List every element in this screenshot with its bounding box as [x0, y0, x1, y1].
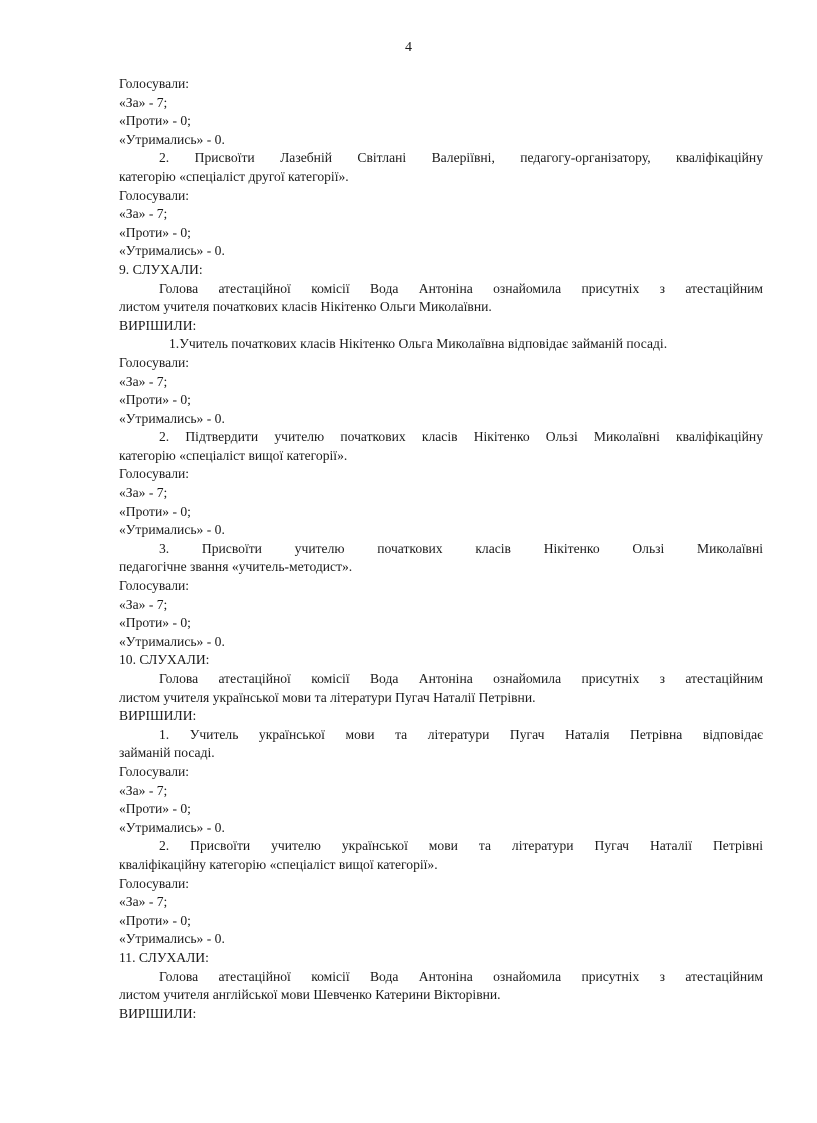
text-line: категорію «спеціаліст вищої категорії». [119, 447, 348, 463]
text-line: «За» - 7; [119, 596, 168, 612]
text-line: «Проти» - 0; [119, 912, 191, 928]
text-line: 2. Присвоїти учителю української мови та літератури Пугач Наталії Петрівні [159, 838, 763, 854]
text-line: «Проти» - 0; [119, 224, 191, 240]
text-line: «За» - 7; [119, 782, 168, 798]
text-line: 11. СЛУХАЛИ: [119, 949, 209, 965]
text-line: «Утримались» - 0. [119, 410, 225, 426]
text-line: Голосували: [119, 578, 190, 594]
text-line: «Проти» - 0; [119, 801, 191, 817]
text-line: листом учителя української мови та літератури Пугач Наталії Петрівни. [119, 689, 536, 705]
text-line: «Утримались» - 0. [119, 131, 225, 147]
document-body [119, 75, 763, 1023]
text-line: Голосували: [119, 187, 190, 203]
text-line: «Проти» - 0; [119, 392, 191, 408]
text-line: Голосували: [119, 763, 190, 779]
text-line: «Проти» - 0; [119, 615, 191, 631]
text-line: займаній посаді. [119, 745, 215, 761]
text-line: 2. Підтвердити учителю початкових класів Нікітенко Ользі Миколаївні кваліфікаційну [159, 429, 763, 445]
text-line: «Утримались» - 0. [119, 243, 225, 259]
text-line: ВИРІШИЛИ: [119, 1005, 197, 1021]
text-line: категорію «спеціаліст другої категорії». [119, 168, 349, 184]
text-line: Голова атестаційної комісії Вода Антоніна ознайомила присутніх з атестаційним [159, 280, 763, 296]
text-line: 1.Учитель початкових класів Нікітенко Ольга Миколаївна відповідає займаній посаді. [169, 336, 668, 352]
text-line: «За» - 7; [119, 894, 168, 910]
text-line: «Проти» - 0; [119, 503, 191, 519]
text-line: 9. СЛУХАЛИ: [119, 261, 203, 277]
text-line: Голова атестаційної комісії Вода Антоніна ознайомила присутніх з атестаційним [159, 968, 763, 984]
page-number: 4 [405, 40, 412, 55]
text-line: 1. Учитель української мови та літератури Пугач Наталія Петрівна відповідає [159, 726, 763, 742]
text-line: 3. Присвоїти учителю початкових класів Нікітенко Ользі Миколаївні [159, 540, 763, 556]
text-line: 10. СЛУХАЛИ: [119, 652, 210, 668]
text-line: Голосували: [119, 466, 190, 482]
text-line: Голосували: [119, 354, 190, 370]
text-line: листом учителя початкових класів Нікітенко Ольги Миколаївни. [119, 299, 492, 315]
text-line: кваліфікаційну категорію «спеціаліст вищої категорії». [119, 856, 438, 872]
text-line: листом учителя англійської мови Шевченко Катерини Вікторівни. [119, 987, 501, 1003]
text-line: Голосували: [119, 76, 190, 91]
text-line: «За» - 7; [119, 485, 168, 501]
text-line: 2. Присвоїти Лазебній Світлані Валеріївні, педагогу-організатору, кваліфікаційну [159, 150, 763, 166]
text-line: «За» - 7; [119, 94, 168, 110]
text-line: ВИРІШИЛИ: [119, 317, 197, 333]
text-line: Голосували: [119, 875, 190, 891]
text-line: «Проти» - 0; [119, 113, 191, 129]
text-line: ВИРІШИЛИ: [119, 708, 197, 724]
text-line: «Утримались» - 0. [119, 522, 225, 538]
text-line: «За» - 7; [119, 206, 168, 222]
text-line: «За» - 7; [119, 373, 168, 389]
text-line: педагогічне звання «учитель-методист». [119, 559, 353, 575]
text-line: «Утримались» - 0. [119, 931, 225, 947]
text-line: «Утримались» - 0. [119, 633, 225, 649]
text-line: «Утримались» - 0. [119, 819, 225, 835]
text-line: Голова атестаційної комісії Вода Антоніна ознайомила присутніх з атестаційним [159, 671, 763, 686]
